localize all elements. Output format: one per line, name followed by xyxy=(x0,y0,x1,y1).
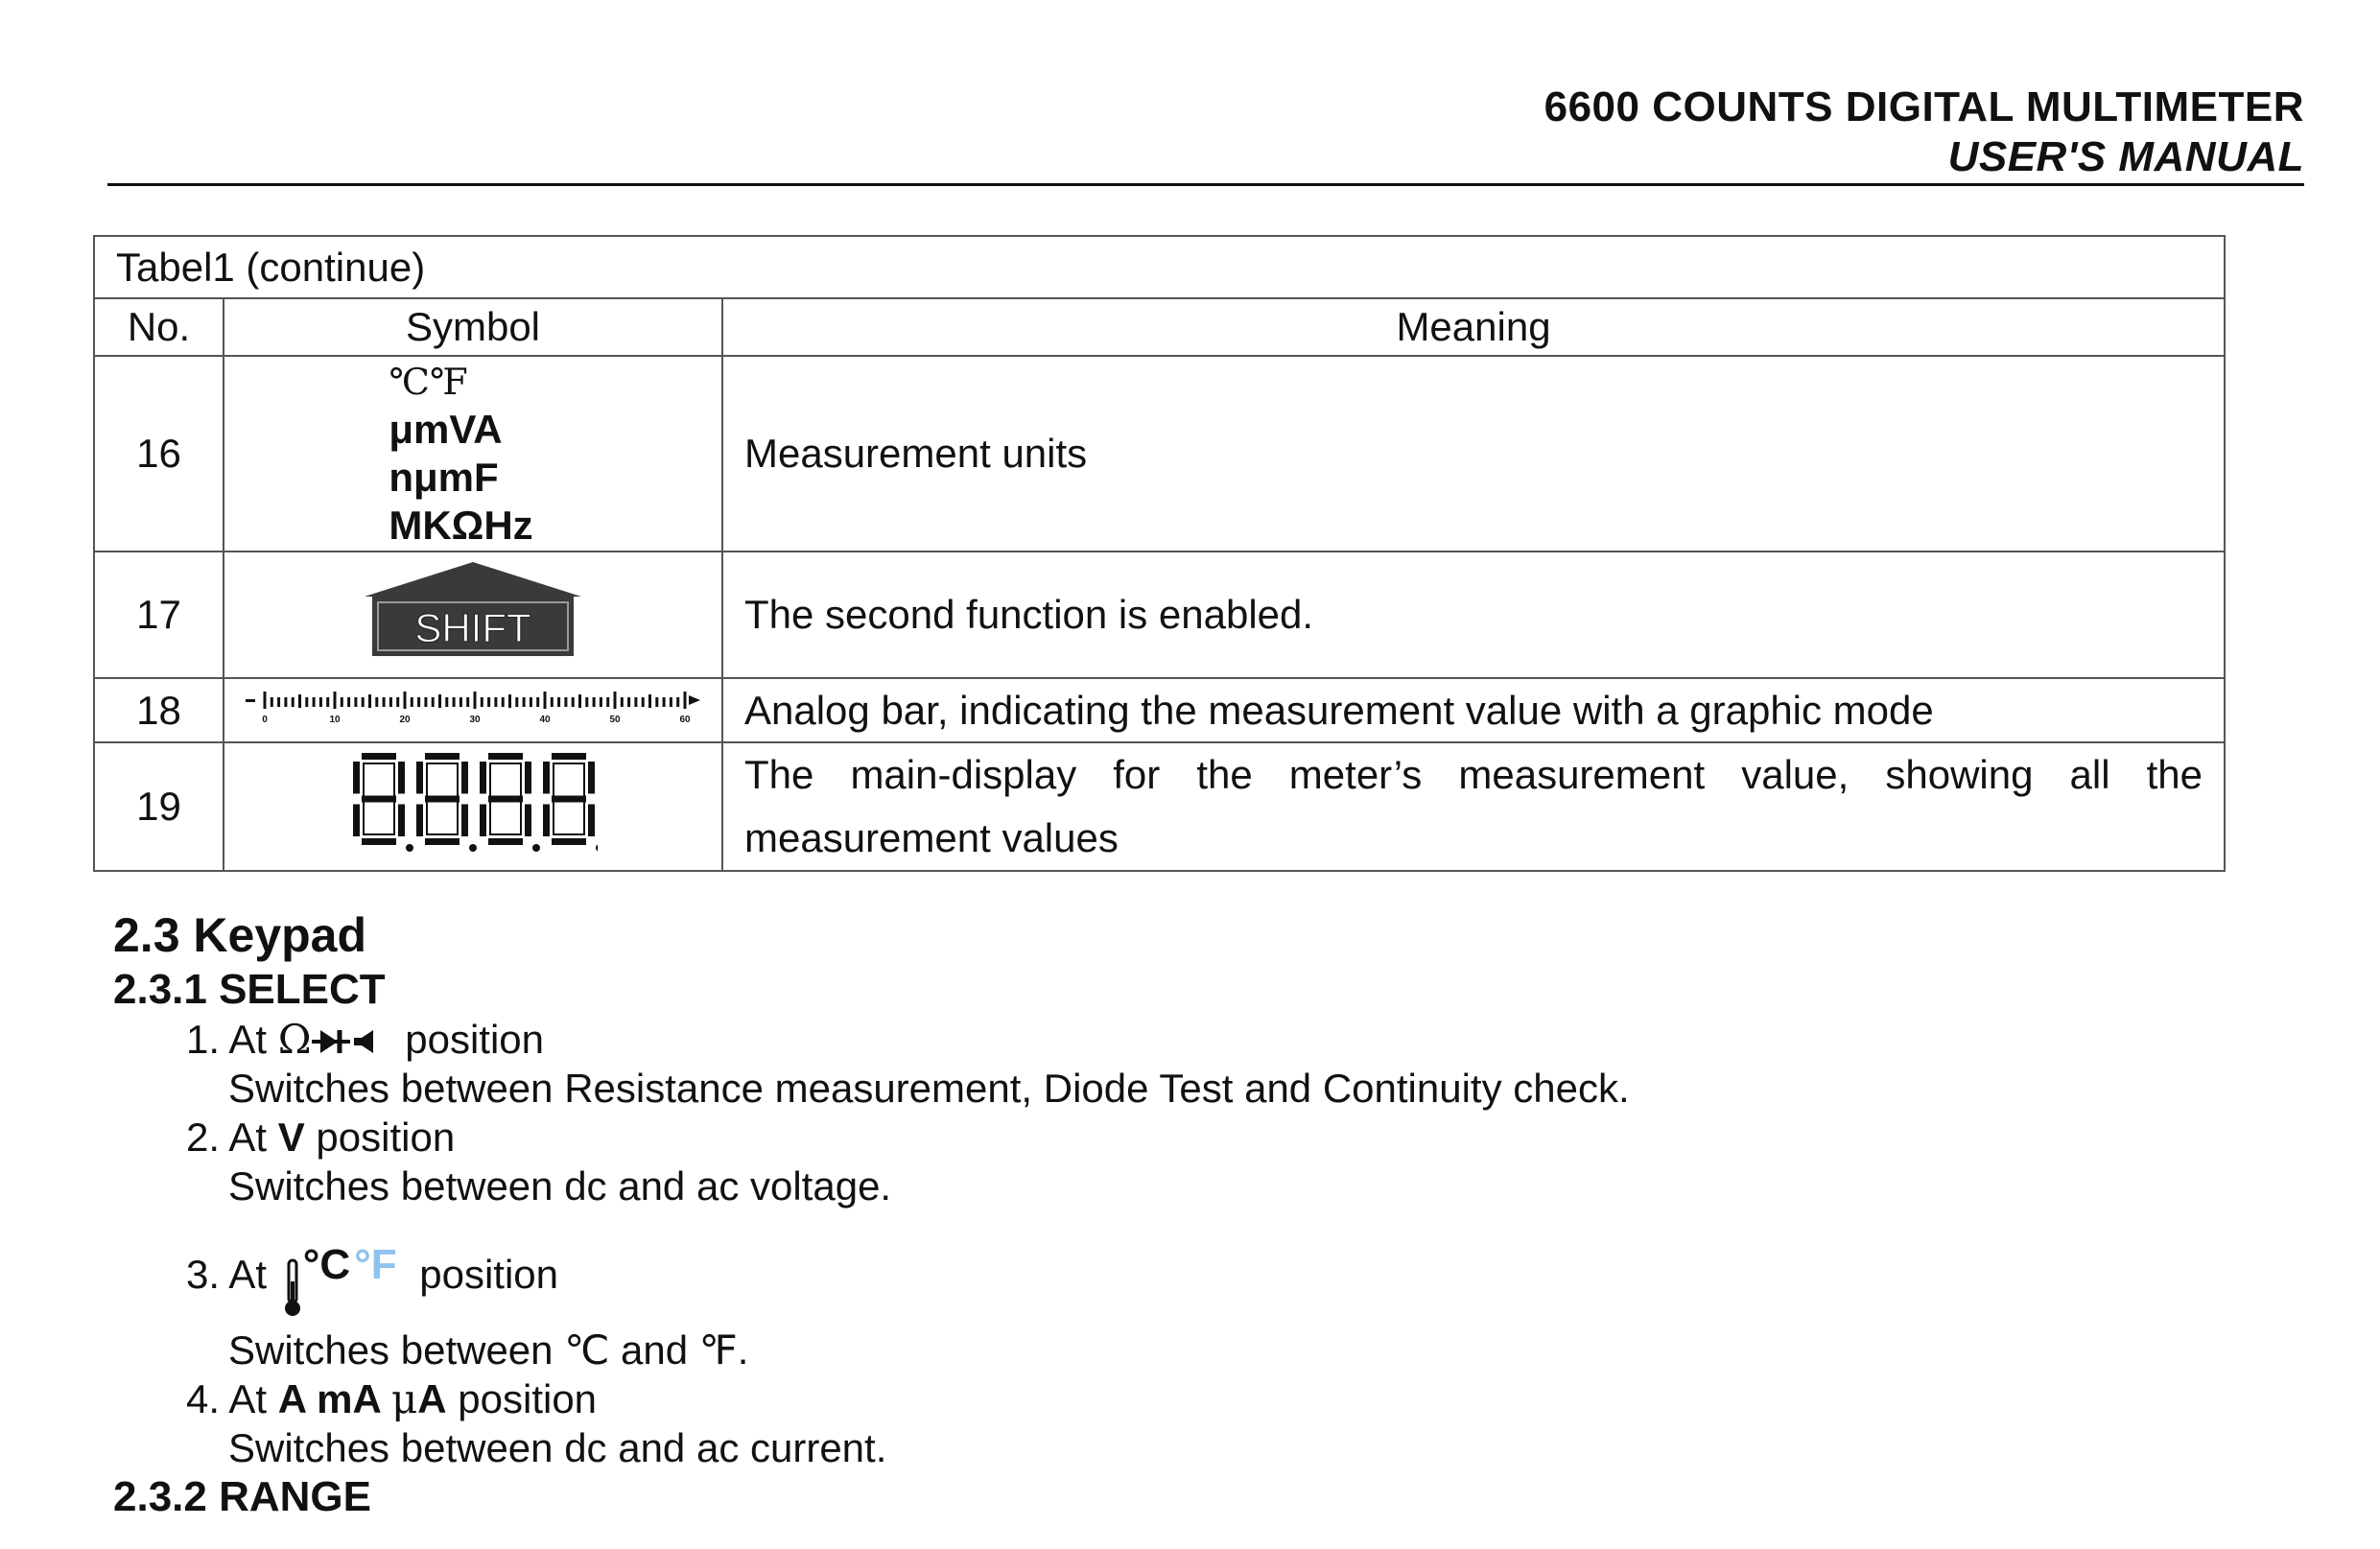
bar-segment xyxy=(319,697,322,707)
bar-segment xyxy=(523,697,526,707)
bar-segment xyxy=(508,694,511,708)
digit-segment xyxy=(352,761,361,795)
bar-segment xyxy=(564,697,567,707)
digit-segment xyxy=(460,804,469,838)
bar-segment xyxy=(460,697,462,707)
row-meaning: Measurement units xyxy=(722,356,2225,552)
bar-segment xyxy=(515,697,518,707)
bar-segment xyxy=(284,697,287,707)
list-item xyxy=(186,1015,2224,1064)
bar-segment xyxy=(432,697,435,707)
bar-segment xyxy=(292,697,295,707)
bar-segment xyxy=(648,694,651,708)
digit-segment xyxy=(352,804,361,838)
item-suffix: position xyxy=(408,1252,559,1297)
table-row xyxy=(94,678,2225,742)
segment-digit xyxy=(542,752,596,846)
digit-segment xyxy=(415,804,424,838)
digit-segment xyxy=(424,752,460,761)
bar-segment xyxy=(578,694,581,708)
segment-digit xyxy=(415,752,469,846)
bar-segment xyxy=(341,697,343,707)
item-prefix: 2. At xyxy=(186,1115,278,1160)
subsection-title-range: 2.3.2 RANGE xyxy=(113,1473,371,1520)
digit-segment xyxy=(424,837,460,846)
bar-segment xyxy=(481,697,483,707)
bar-segment xyxy=(466,697,469,707)
table-row xyxy=(94,356,2225,552)
bar-segment xyxy=(544,692,547,709)
voltage-symbol: V xyxy=(277,1115,305,1160)
header-manual-title: USER'S MANUAL xyxy=(1947,133,2304,180)
bar-tick-label: 40 xyxy=(539,714,551,724)
item-suffix: position xyxy=(446,1376,598,1421)
bar-segment xyxy=(621,697,624,707)
digit-segment xyxy=(460,761,469,795)
current-symbol: A mA xyxy=(277,1376,391,1421)
column-header-no: No. xyxy=(94,298,224,356)
bar-segment xyxy=(438,694,441,708)
bar-segment xyxy=(663,697,666,707)
digit-segment xyxy=(542,761,551,795)
digit-segment xyxy=(587,761,596,795)
row-number: 17 xyxy=(94,552,224,678)
decimal-point xyxy=(406,844,413,852)
bar-segment xyxy=(614,692,617,709)
decimal-point xyxy=(596,844,598,852)
item-description: Switches between ℃ and ℉. xyxy=(228,1327,749,1373)
unit-temperature: ℃℉ xyxy=(389,361,468,403)
bar-segment xyxy=(585,697,588,707)
bar-segment xyxy=(494,697,497,707)
bar-minus-sign xyxy=(246,699,255,702)
list-item xyxy=(186,1239,2224,1318)
document-header xyxy=(1544,82,2304,182)
bar-segment xyxy=(642,697,645,707)
fahrenheit-label: °F xyxy=(354,1241,397,1288)
bar-segment xyxy=(600,697,602,707)
item-prefix: 4. At xyxy=(186,1376,278,1421)
row-number: 19 xyxy=(94,742,224,871)
symbol-table xyxy=(93,235,2226,872)
bar-segment xyxy=(362,697,365,707)
bar-segment xyxy=(305,697,308,707)
digit-segment xyxy=(551,752,587,761)
symbol-cell-units xyxy=(224,356,722,552)
symbol-cell-main-display xyxy=(224,742,722,871)
digit-segment xyxy=(487,752,524,761)
bar-segment xyxy=(389,697,392,707)
bar-segment xyxy=(383,697,386,707)
digit-segment xyxy=(587,804,596,838)
digit-segment xyxy=(361,837,397,846)
symbol-cell-shift xyxy=(224,552,722,678)
table-row xyxy=(94,742,2225,871)
bar-tick-label: 50 xyxy=(609,714,621,724)
unit-voltage-current: μmVA xyxy=(389,407,503,452)
bar-segment xyxy=(354,697,357,707)
shift-indicator-icon xyxy=(363,560,583,660)
decimal-point xyxy=(532,844,540,852)
section-title: 2.3 Keypad xyxy=(113,908,367,962)
segment-digit xyxy=(352,752,406,846)
shift-label: SHIFT xyxy=(414,605,531,650)
column-header-symbol: Symbol xyxy=(224,298,722,356)
bar-segment xyxy=(676,697,679,707)
digit-segment xyxy=(487,837,524,846)
item-description: Switches between Resistance measurement, Diode Test and Continuity check. xyxy=(228,1066,1630,1111)
ohm-symbol: Ω xyxy=(277,1016,312,1063)
bar-segment xyxy=(572,697,575,707)
bar-segment xyxy=(606,697,609,707)
bar-segment xyxy=(445,697,448,707)
row-number: 16 xyxy=(94,356,224,552)
bar-segment xyxy=(368,694,371,708)
bar-segment xyxy=(326,697,329,707)
bar-segment xyxy=(487,697,490,707)
digit-segment xyxy=(415,761,424,795)
digit-segment xyxy=(542,804,551,838)
celsius-label: °C xyxy=(302,1241,351,1288)
list-item xyxy=(186,1113,2224,1162)
decimal-point xyxy=(469,844,477,852)
symbol-cell-analog-bar xyxy=(224,678,722,742)
bar-segment xyxy=(557,697,560,707)
bar-segment xyxy=(655,697,658,707)
bar-tick-label: 10 xyxy=(329,714,341,724)
item-description: Switches between dc and ac current. xyxy=(228,1425,887,1470)
bar-segment xyxy=(536,697,539,707)
subsection-title-select: 2.3.1 SELECT xyxy=(113,966,386,1013)
digit-segment xyxy=(487,795,524,804)
digit-segment xyxy=(397,761,406,795)
digit-segment xyxy=(424,795,460,804)
bar-segment xyxy=(453,697,456,707)
digit-segment xyxy=(524,804,532,838)
bar-segment xyxy=(334,692,337,709)
header-product-title: 6600 COUNTS DIGITAL MULTIMETER xyxy=(1543,83,2304,130)
bar-segment xyxy=(347,697,350,707)
bar-tick-label: 30 xyxy=(469,714,481,724)
digit-segment xyxy=(479,761,487,795)
row-meaning: The main-display for the meter’s measurement value, showing all the measurement values xyxy=(722,742,2225,871)
bar-segment xyxy=(593,697,596,707)
bar-segment xyxy=(404,692,407,709)
unit-resistance-frequency: MKΩHz xyxy=(389,503,533,548)
bar-tick-label: 0 xyxy=(262,714,268,724)
table-caption: Tabel1 (continue) xyxy=(94,236,2225,298)
bar-segment xyxy=(684,692,687,709)
thermometer-icon xyxy=(282,1258,303,1318)
column-header-meaning: Meaning xyxy=(722,298,2225,356)
digit-segment xyxy=(479,804,487,838)
micro-symbol: μ xyxy=(390,1375,418,1422)
bar-segment xyxy=(530,697,532,707)
item-prefix: 3. At xyxy=(186,1252,278,1297)
bar-tick-label: 20 xyxy=(399,714,411,724)
header-divider xyxy=(107,183,2304,186)
item-prefix: 1. At xyxy=(186,1017,278,1062)
bar-segment xyxy=(396,697,399,707)
bar-segment xyxy=(277,697,280,707)
unit-capacitance: nμmF xyxy=(389,455,499,500)
bar-segment xyxy=(502,697,505,707)
digit-segment xyxy=(397,804,406,838)
item-description: Switches between dc and ac voltage. xyxy=(228,1163,892,1209)
row-meaning: Analog bar, indicating the measurement value with a graphic mode xyxy=(722,678,2225,742)
bar-segment xyxy=(424,697,427,707)
digit-segment xyxy=(361,752,397,761)
row-meaning: The second function is enabled. xyxy=(722,552,2225,678)
bar-segment xyxy=(551,697,554,707)
table-row xyxy=(94,552,2225,678)
bar-segment xyxy=(271,697,273,707)
bar-overflow-arrow xyxy=(689,695,700,705)
bar-segment xyxy=(670,697,672,707)
bar-segment xyxy=(411,697,413,707)
list-item xyxy=(186,1374,2224,1423)
analog-bar-icon xyxy=(246,692,706,724)
temperature-mode-symbol xyxy=(282,1241,397,1318)
digit-segment xyxy=(551,795,587,804)
digit-segment xyxy=(361,795,397,804)
bar-segment xyxy=(313,697,316,707)
digit-segment xyxy=(524,761,532,795)
bar-tick-label: 60 xyxy=(679,714,691,724)
diode-icon xyxy=(312,1027,350,1056)
bar-segment xyxy=(417,697,420,707)
segment-digit xyxy=(479,752,532,846)
bar-segment xyxy=(298,694,301,708)
ampere-symbol: A xyxy=(417,1376,447,1421)
row-number: 18 xyxy=(94,678,224,742)
bar-segment xyxy=(375,697,378,707)
bar-segment xyxy=(264,692,267,709)
bar-segment xyxy=(634,697,637,707)
four-digit-segment-display-icon xyxy=(348,748,598,856)
bar-segment xyxy=(474,692,477,709)
item-suffix: position xyxy=(393,1017,544,1062)
keypad-section xyxy=(113,905,2224,1522)
digit-segment xyxy=(551,837,587,846)
bar-segment xyxy=(627,697,630,707)
continuity-icon xyxy=(352,1027,381,1056)
item-suffix: position xyxy=(304,1115,456,1160)
